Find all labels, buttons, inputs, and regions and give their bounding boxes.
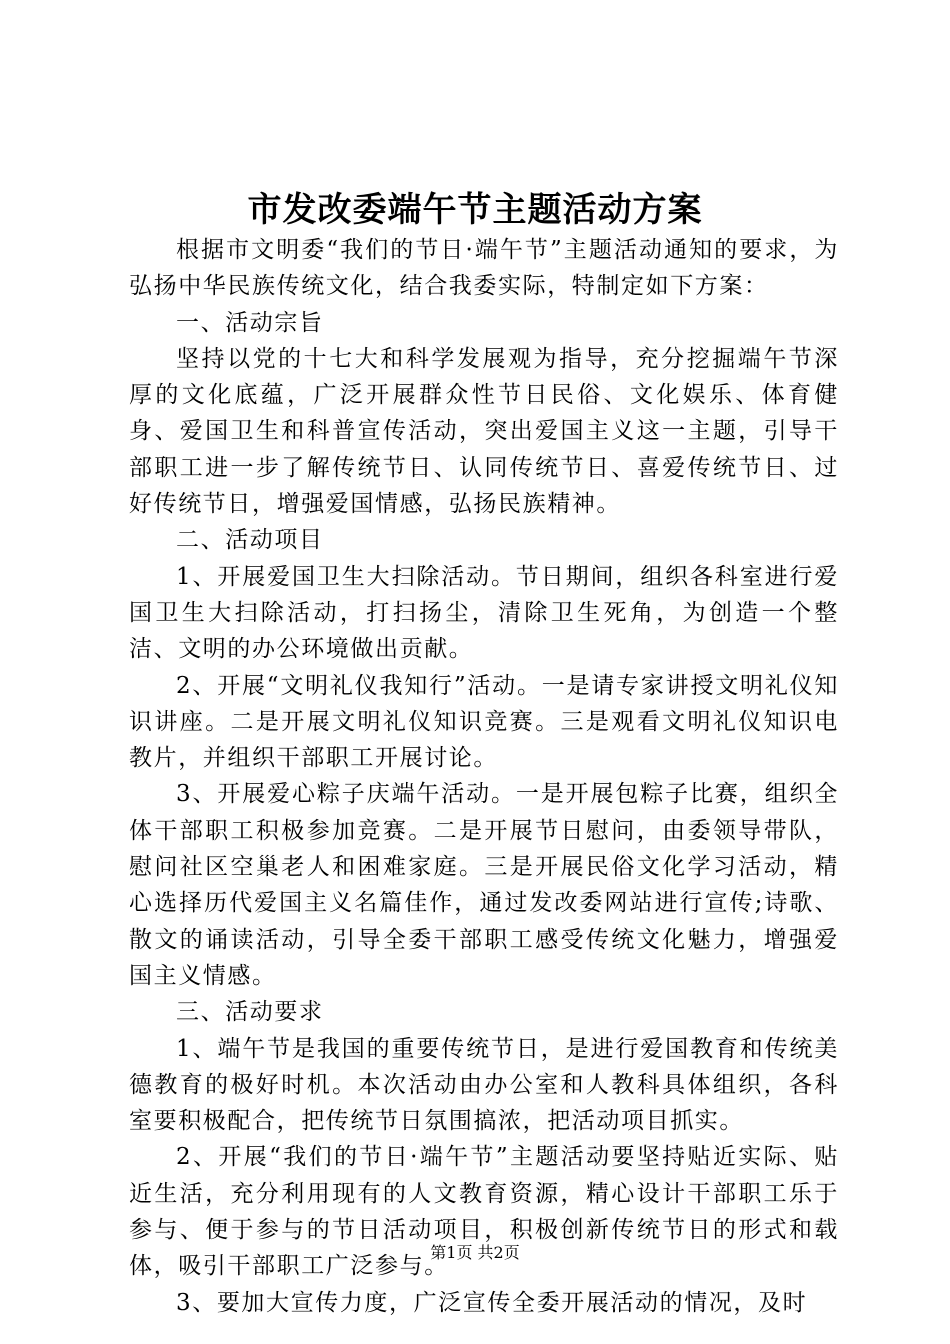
purpose-paragraph: 坚持以党的十七大和科学发展观为指导，充分挖掘端午节深厚的文化底蕴，广泛开展群众性节日民俗、文化娱乐、体育健身、爱国卫生和科普宣传活动，突出爱国主义这一主题，引导干部职工进一步了解传统节日、认同传统节日、喜爱传统节日、过好传统节日，增强爱国情感，弘扬民族精神。 [129,345,839,518]
section-heading-purpose: 一、活动宗旨 [176,309,324,336]
document-body [129,232,839,1321]
requirement-item-3: 3、要加大宣传力度，广泛宣传全委开展活动的情况，及时 [176,1289,808,1316]
document-title: 市发改委端午节主题活动方案 [247,190,703,230]
section-heading-requirements: 三、活动要求 [176,999,324,1026]
requirement-item-2: 2、开展“我们的节日·端午节”主题活动要坚持贴近实际、贴近生活，充分利用现有的人文教育资源，精心设计干部职工乐于参与、便于参与的节日活动项目，积极创新传统节日的形式和载体，吸引干部职工广泛参与。 [129,1144,839,1280]
page-footer: 第1页 共2页 [430,1243,520,1262]
intro-paragraph: 根据市文明委“我们的节日·端午节”主题活动通知的要求，为弘扬中华民族传统文化，结合我委实际，特制定如下方案： [129,237,839,300]
requirement-item-1: 1、端午节是我国的重要传统节日，是进行爱国教育和传统美德教育的极好时机。本次活动由办公室和人教科具体组织，各科室要积极配合，把传统节日氛围搞浓，把活动项目抓实。 [129,1035,839,1135]
project-item-2: 2、开展“文明礼仪我知行”活动。一是请专家讲授文明礼仪知识讲座。二是开展文明礼仪知识竞赛。三是观看文明礼仪知识电教片，并组织干部职工开展讨论。 [129,672,839,772]
project-item-3: 3、开展爱心粽子庆端午活动。一是开展包粽子比赛，组织全体干部职工积极参加竞赛。二是开展节日慰问，由委领导带队，慰问社区空巢老人和困难家庭。三是开展民俗文化学习活动，精心选择历代爱国主义名篇佳作，通过发改委网站进行宣传;诗歌、散文的诵读活动，引导全委干部职工感受传统文化魅力，增强爱国主义情感。 [129,781,839,989]
section-heading-projects: 二、活动项目 [176,527,324,554]
project-item-1: 1、开展爱国卫生大扫除活动。节日期间，组织各科室进行爱国卫生大扫除活动，打扫扬尘，清除卫生死角，为创造一个整洁、文明的办公环境做出贡献。 [129,563,839,663]
